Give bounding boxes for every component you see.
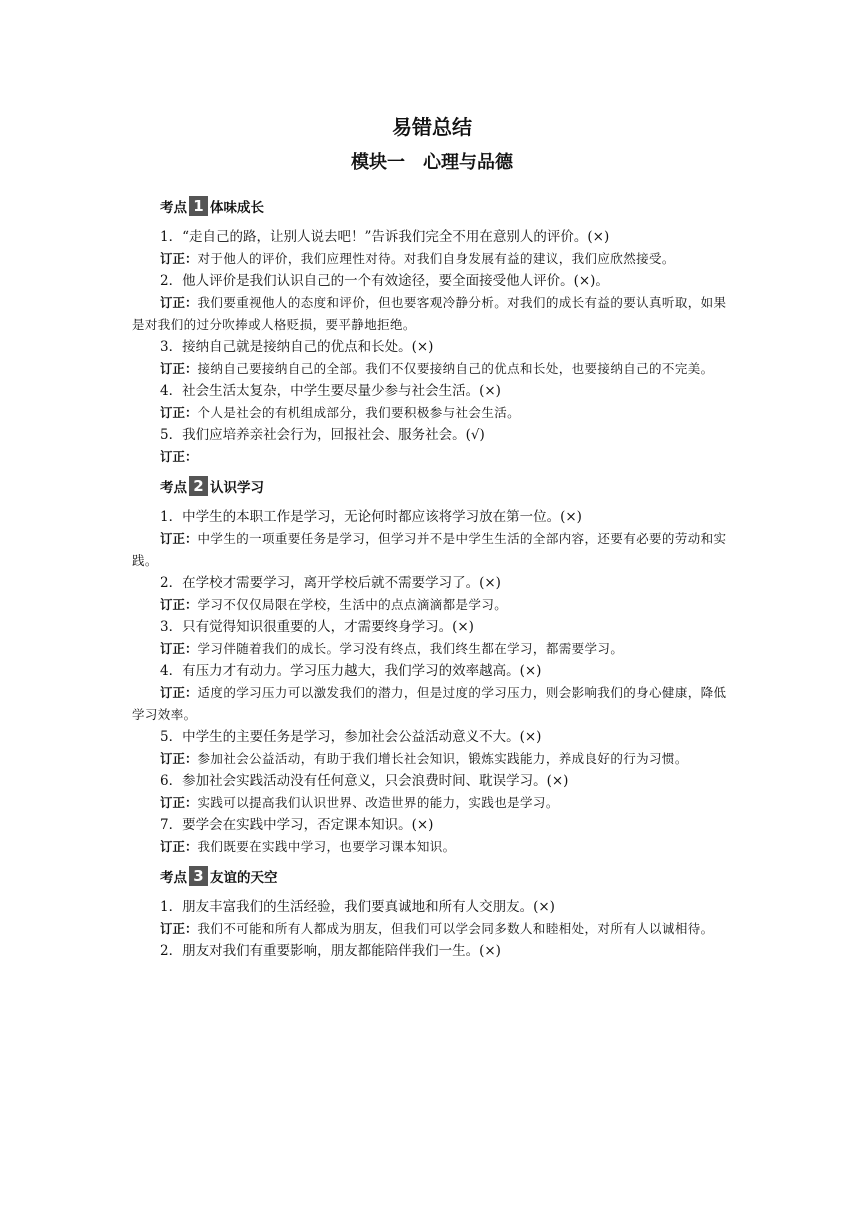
- correction-note: [132, 918, 732, 940]
- correction-text: 实践可以提高我们认识世界、改造世界的能力，实践也是学习。: [197, 795, 559, 810]
- question-item: 2．他人评价是我们认识自己的一个有效途径，要全面接受他人评价。(×)。: [160, 273, 609, 289]
- correction-label: 订正：: [160, 405, 198, 420]
- correction-label: 订正：: [160, 361, 198, 376]
- question-item: 7．要学会在实践中学习，否定课本知识。(×): [160, 817, 434, 833]
- question-item: 3．只有觉得知识很重要的人，才需要终身学习。(×): [160, 619, 474, 635]
- correction-label: 订正：: [160, 641, 198, 656]
- correction-label: 订正：: [160, 839, 198, 854]
- correction-text: 适度的学习压力可以激发我们的潜力，但是过度的学习压力，则会影响我们的身心健康，降低学习效率。: [132, 685, 727, 722]
- correction-label: 订正：: [160, 751, 198, 766]
- sections-container: [132, 192, 732, 962]
- section-prefix: 考点: [160, 200, 187, 216]
- question-item: 4．有压力才有动力。学习压力越大，我们学习的效率越高。(×): [160, 663, 542, 679]
- correction-note: [132, 528, 732, 572]
- section-name: 认识学习: [210, 480, 264, 496]
- correction-note: [132, 748, 732, 770]
- section-kaodian-3: [132, 862, 732, 962]
- correction-text: 中学生的一项重要任务是学习，但学习并不是中学生生活的全部内容，还要有必要的劳动和实践。: [132, 531, 727, 568]
- correction-note: [132, 358, 732, 380]
- correction-text: 个人是社会的有机组成部分，我们要积极参与社会生活。: [197, 405, 521, 420]
- question-item: 1．中学生的本职工作是学习，无论何时都应该将学习放在第一位。(×): [160, 509, 582, 525]
- question-item: 2．朋友对我们有重要影响，朋友都能陪伴我们一生。(×): [160, 943, 501, 959]
- correction-text: 参加社会公益活动，有助于我们增长社会知识，锻炼实践能力，养成良好的行为习惯。: [197, 751, 688, 766]
- question-item: 5．中学生的主要任务是学习，参加社会公益活动意义不大。(×): [160, 729, 542, 745]
- correction-note: [132, 836, 732, 858]
- document-title: 易错总结: [392, 115, 472, 139]
- correction-text: 我们不可能和所有人都成为朋友，但我们可以学会同多数人和睦相处，对所有人以诚相待。: [197, 921, 714, 936]
- question-item: 1．“走自己的路，让别人说去吧！”告诉我们完全不用在意别人的评价。(×): [160, 229, 610, 245]
- section-heading: [160, 472, 732, 500]
- question-item: 1．朋友丰富我们的生活经验，我们要真诚地和所有人交朋友。(×): [160, 899, 555, 915]
- question-item: 3．接纳自己就是接纳自己的优点和长处。(×): [160, 339, 434, 355]
- section-heading: [160, 192, 732, 220]
- section-number-badge: 1: [189, 196, 208, 216]
- correction-note: [132, 402, 732, 424]
- section-heading: [160, 862, 732, 890]
- question-item: 2．在学校才需要学习，离开学校后就不需要学习了。(×): [160, 575, 501, 591]
- correction-label: 订正：: [160, 795, 198, 810]
- correction-note: [132, 292, 732, 336]
- section-number-badge: 3: [189, 866, 208, 886]
- correction-text: 学习不仅仅局限在学校，生活中的点点滴滴都是学习。: [197, 597, 508, 612]
- question-item: 6．参加社会实践活动没有任何意义，只会浪费时间、耽误学习。(×): [160, 773, 569, 789]
- correction-note: [132, 446, 732, 468]
- correction-note: [132, 792, 732, 814]
- correction-label: 订正：: [160, 251, 198, 266]
- section-prefix: 考点: [160, 480, 187, 496]
- correction-label: 订正：: [160, 531, 198, 546]
- correction-label: 订正：: [160, 921, 198, 936]
- correction-text: 学习伴随着我们的成长。学习没有终点，我们终生都在学习，都需要学习。: [197, 641, 624, 656]
- correction-note: [132, 594, 732, 616]
- section-number-badge: 2: [189, 476, 208, 496]
- section-kaodian-1: [132, 192, 732, 468]
- section-kaodian-2: [132, 472, 732, 858]
- question-item: 4．社会生活太复杂，中学生要尽量少参与社会生活。(×): [160, 383, 501, 399]
- correction-note: [132, 248, 732, 270]
- correction-text: 我们要重视他人的态度和评价，但也要客观冷静分析。对我们的成长有益的要认真听取，如果是对我们的过分吹捧或人格贬损，要平静地拒绝。: [132, 295, 727, 332]
- correction-label: 订正：: [160, 449, 198, 464]
- section-name: 体味成长: [210, 200, 264, 216]
- correction-text: 我们既要在实践中学习，也要学习课本知识。: [197, 839, 456, 854]
- correction-label: 订正：: [160, 597, 198, 612]
- section-name: 友谊的天空: [210, 870, 278, 886]
- document-content: [132, 112, 732, 962]
- correction-note: [132, 682, 732, 726]
- section-prefix: 考点: [160, 870, 187, 886]
- correction-label: 订正：: [160, 685, 198, 700]
- correction-label: 订正：: [160, 295, 198, 310]
- correction-note: [132, 638, 732, 660]
- question-item: 5．我们应培养亲社会行为，回报社会、服务社会。(√): [160, 427, 485, 443]
- correction-text: 对于他人的评价，我们应理性对待。对我们自身发展有益的建议，我们应欣然接受。: [197, 251, 675, 266]
- correction-text: 接纳自己要接纳自己的全部。我们不仅要接纳自己的优点和长处，也要接纳自己的不完美。: [197, 361, 714, 376]
- module-title: 模块一 心理与品德: [351, 152, 513, 173]
